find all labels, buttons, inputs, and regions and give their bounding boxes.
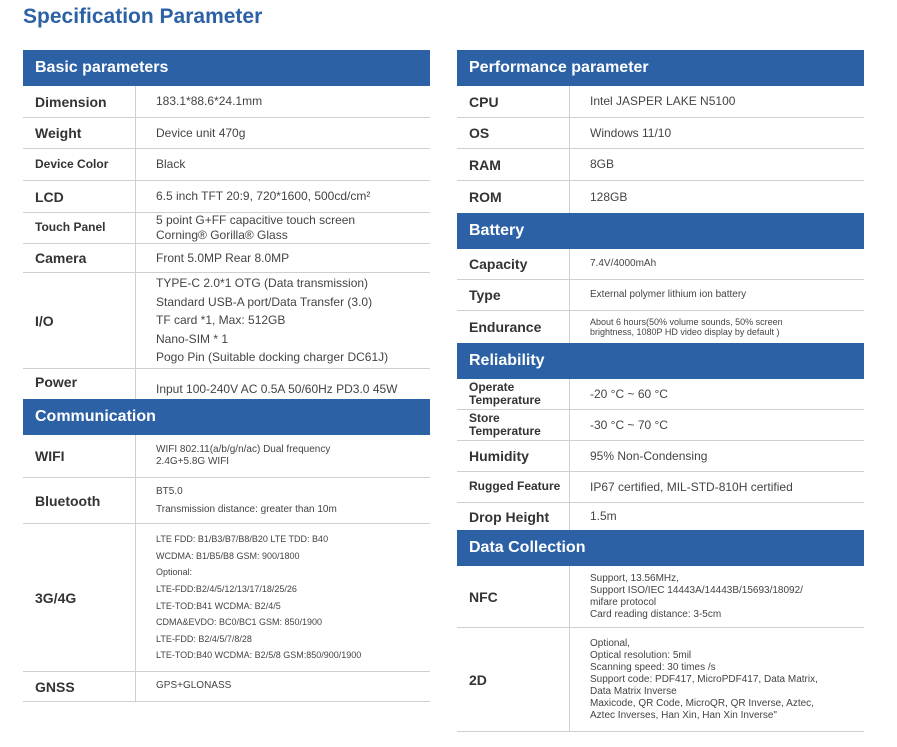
spec-row-os xyxy=(457,118,864,149)
spec-key: Weight xyxy=(23,118,136,148)
spec-value-line: LTE-FDD: B2/4/5/7/8/28 xyxy=(156,633,252,644)
spec-value xyxy=(156,118,430,148)
spec-key: Device Color xyxy=(23,149,136,180)
spec-key: RAM xyxy=(457,149,570,180)
spec-value-line: LTE-TOD:B40 WCDMA: B2/5/8 GSM:850/900/1900 xyxy=(156,650,362,661)
spec-value-line: brightness, 1080P HD video display by default ) xyxy=(590,327,780,337)
spec-value-line: LTE-FDD:B2/4/5/12/13/17/18/25/26 xyxy=(156,583,297,594)
section-header-data-collection: Data Collection xyxy=(457,530,864,566)
section-header-performance: Performance parameter xyxy=(457,50,864,86)
spec-value xyxy=(156,273,430,368)
spec-value-line: Front 5.0MP Rear 8.0MP xyxy=(156,250,290,265)
spec-key: Camera xyxy=(23,244,136,272)
spec-value xyxy=(590,280,864,310)
spec-value-line: Optional, xyxy=(590,637,631,649)
spec-key: ROM xyxy=(457,181,570,213)
spec-key: I/O xyxy=(23,273,136,368)
spec-row-endurance xyxy=(457,311,864,343)
spec-value-line: Black xyxy=(156,157,186,171)
spec-row-lcd xyxy=(23,181,430,213)
spec-value-line: External polymer lithium ion battery xyxy=(590,288,747,300)
spec-row-gnss xyxy=(23,672,430,702)
spec-value-line: Aztec Inverses, Han Xin, Han Xin Inverse" xyxy=(590,709,777,721)
left-column xyxy=(23,50,430,702)
spec-key: GNSS xyxy=(23,672,136,701)
spec-row-rugged xyxy=(457,472,864,503)
spec-value xyxy=(590,410,864,440)
spec-key: NFC xyxy=(457,566,570,627)
spec-key: Touch Panel xyxy=(23,213,136,243)
spec-row-nfc xyxy=(457,566,864,628)
spec-value-line: 6.5 inch TFT 20:9, 720*1600, 500cd/cm² xyxy=(156,189,371,203)
spec-key: Drop Height xyxy=(457,503,570,530)
spec-row-capacity xyxy=(457,249,864,280)
spec-value-line: mifare protocol xyxy=(590,596,657,608)
spec-row-humidity xyxy=(457,441,864,472)
spec-row-store-temp xyxy=(457,410,864,441)
spec-value xyxy=(156,478,430,523)
spec-value xyxy=(590,118,864,148)
spec-value xyxy=(156,181,430,212)
spec-value-line: Input 100-240V AC 0.5A 50/60Hz PD3.0 45W xyxy=(156,382,398,396)
spec-value-line: IP67 certified, MIL-STD-810H certified xyxy=(590,479,793,494)
spec-value-line: Data Matrix Inverse xyxy=(590,685,677,697)
spec-value-line: CDMA&EVDO: BC0/BC1 GSM: 850/1900 xyxy=(156,617,323,628)
spec-value xyxy=(590,311,864,343)
spec-value xyxy=(590,441,864,471)
spec-value xyxy=(590,566,864,627)
spec-row-bluetooth xyxy=(23,478,430,524)
spec-value-line: GPS+GLONASS xyxy=(156,680,232,692)
spec-value-line: Support, 13.56MHz, xyxy=(590,572,679,584)
spec-value xyxy=(590,472,864,502)
spec-value-line: 5 point G+FF capacitive touch screen xyxy=(156,213,356,227)
spec-row-drop-height xyxy=(457,503,864,530)
spec-value xyxy=(590,249,864,279)
spec-value-line: TYPE-C 2.0*1 OTG (Data transmission) xyxy=(156,276,369,291)
spec-value-line: Support ISO/IEC 14443A/14443B/15693/18092/ xyxy=(590,584,803,596)
spec-value xyxy=(590,628,864,731)
spec-value xyxy=(156,244,430,272)
spec-row-cpu xyxy=(457,86,864,118)
spec-key: Type xyxy=(457,280,570,310)
spec-value xyxy=(156,369,430,399)
spec-row-operate-temp xyxy=(457,379,864,410)
spec-key: 2D xyxy=(457,628,570,731)
spec-value-line: TF card *1, Max: 512GB xyxy=(156,313,286,328)
spec-value-line: Windows 11/10 xyxy=(590,125,672,140)
spec-value xyxy=(156,86,430,117)
spec-key: Rugged Feature xyxy=(457,472,570,502)
spec-key: 3G/4G xyxy=(23,524,136,671)
spec-row-3g4g xyxy=(23,524,430,672)
spec-row-camera xyxy=(23,244,430,273)
section-header-reliability: Reliability xyxy=(457,343,864,379)
spec-key: Dimension xyxy=(23,86,136,117)
spec-value xyxy=(590,149,864,180)
spec-key: Humidity xyxy=(457,441,570,471)
spec-value-line: About 6 hours(50% volume sounds, 50% screen xyxy=(590,316,783,327)
spec-row-ram xyxy=(457,149,864,181)
spec-value xyxy=(156,213,430,243)
spec-value-line: 8GB xyxy=(590,157,615,171)
spec-value-line: WCDMA: B1/B5/B8 GSM: 900/1800 xyxy=(156,550,300,561)
spec-value xyxy=(156,672,430,701)
spec-key: Store Temperature xyxy=(457,410,570,440)
spec-value xyxy=(590,503,864,530)
spec-value-line: -30 °C ~ 70 °C xyxy=(590,417,668,432)
spec-key: OS xyxy=(457,118,570,148)
spec-value xyxy=(156,524,430,671)
spec-key: Capacity xyxy=(457,249,570,279)
spec-value-line: 183.1*88.6*24.1mm xyxy=(156,94,263,108)
spec-row-weight xyxy=(23,118,430,149)
spec-value-line: WIFI 802.11(a/b/g/n/ac) Dual frequency xyxy=(156,443,331,455)
spec-value xyxy=(156,149,430,180)
spec-row-type xyxy=(457,280,864,311)
spec-row-wifi xyxy=(23,435,430,478)
section-header-communication: Communication xyxy=(23,399,430,435)
spec-key: WIFI xyxy=(23,435,136,477)
spec-value xyxy=(590,181,864,213)
spec-value-line: -20 °C ~ 60 °C xyxy=(590,386,668,401)
spec-value-line: BT5.0 xyxy=(156,485,183,497)
spec-row-touch-panel xyxy=(23,213,430,244)
spec-value-line: Standard USB-A port/Data Transfer (3.0) xyxy=(156,294,373,309)
spec-value-line: Intel JASPER LAKE N5100 xyxy=(590,94,736,108)
spec-key: Endurance xyxy=(457,311,570,343)
spec-row-2d xyxy=(457,628,864,732)
spec-value-line: Nano-SIM * 1 xyxy=(156,331,229,346)
spec-value-line: Card reading distance: 3-5cm xyxy=(590,608,722,620)
spec-key: LCD xyxy=(23,181,136,212)
spec-value-line: Transmission distance: greater than 10m xyxy=(156,503,337,515)
spec-value-line: Optical resolution: 5mil xyxy=(590,649,692,661)
spec-value xyxy=(590,86,864,117)
spec-value-line: Pogo Pin (Suitable docking charger DC61J) xyxy=(156,350,389,365)
spec-value-line: Support code: PDF417, MicroPDF417, Data Matrix, xyxy=(590,673,818,685)
spec-value-line: Device unit 470g xyxy=(156,125,246,140)
spec-value-line: 95% Non-Condensing xyxy=(590,448,708,463)
spec-value xyxy=(590,379,864,409)
spec-key: Bluetooth xyxy=(23,478,136,523)
spec-value-line: LTE-TOD:B41 WCDMA: B2/4/5 xyxy=(156,600,281,611)
spec-value-line: 1.5m xyxy=(590,509,617,523)
section-header-basic: Basic parameters xyxy=(23,50,430,86)
spec-key: Operate Temperature xyxy=(457,379,570,409)
spec-value-line: Corning® Gorilla® Glass xyxy=(156,228,288,242)
spec-value-line: Optional: xyxy=(156,567,193,578)
spec-key: CPU xyxy=(457,86,570,117)
page-title: Specification Parameter xyxy=(23,5,263,28)
spec-row-color xyxy=(23,149,430,181)
spec-value-line: 2.4G+5.8G WIFI xyxy=(156,456,230,467)
spec-value-line: 7.4V/4000mAh xyxy=(590,257,657,269)
right-column xyxy=(457,50,864,732)
spec-value-line: Scanning speed: 30 times /s xyxy=(590,661,716,673)
spec-value-line: LTE FDD: B1/B3/B7/B8/B20 LTE TDD: B40 xyxy=(156,533,329,544)
spec-row-rom xyxy=(457,181,864,213)
spec-value-line: 128GB xyxy=(590,189,628,204)
spec-row-dimension xyxy=(23,86,430,118)
spec-row-power xyxy=(23,369,430,399)
section-header-battery: Battery xyxy=(457,213,864,249)
spec-value-line: Maxicode, QR Code, MicroQR, QR Inverse, Aztec, xyxy=(590,697,814,709)
spec-value xyxy=(156,435,430,477)
spec-row-io xyxy=(23,273,430,369)
spec-key: Power xyxy=(23,369,136,399)
